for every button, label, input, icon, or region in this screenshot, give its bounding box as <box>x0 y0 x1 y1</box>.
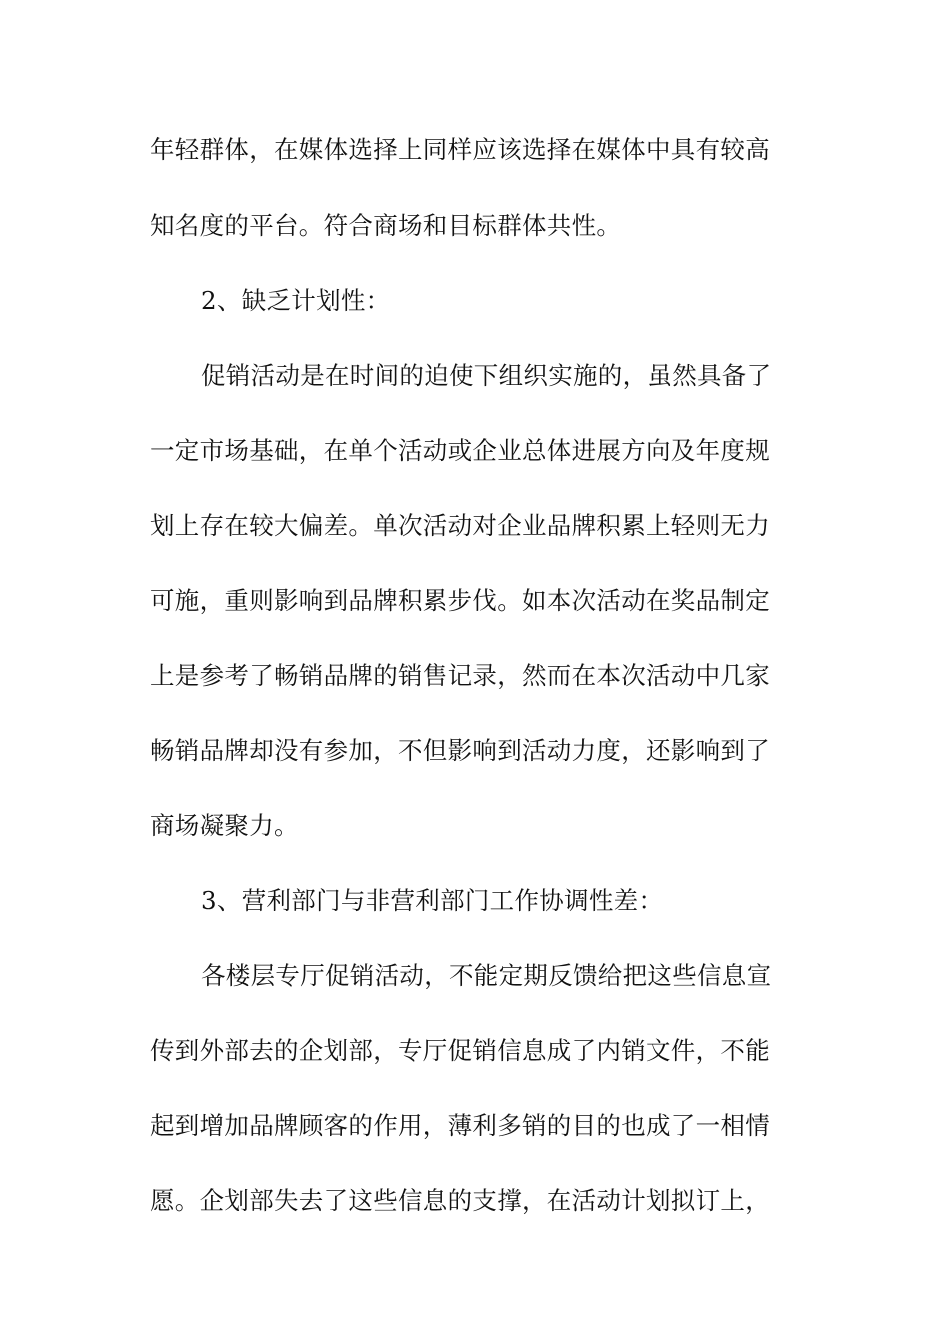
paragraph-line: 愿。企划部失去了这些信息的支撑，在活动计划拟订上， <box>150 1186 770 1215</box>
paragraph-line: 促销活动是在时间的迫使下组织实施的，虽然具备了 <box>201 361 772 390</box>
paragraph-line: 年轻群体，在媒体选择上同样应该选择在媒体中具有较高 <box>150 135 770 164</box>
paragraph-line: 可施，重则影响到品牌积累步伐。如本次活动在奖品制定 <box>150 586 770 615</box>
paragraph-line: 知名度的平台。符合商场和目标群体共性。 <box>150 211 622 240</box>
paragraph-line: 起到增加品牌顾客的作用，薄利多销的目的也成了一相情 <box>150 1111 770 1140</box>
paragraph-line: 各楼层专厅促销活动，不能定期反馈给把这些信息宣 <box>201 961 772 990</box>
paragraph-line: 畅销品牌却没有参加，不但影响到活动力度，还影响到了 <box>150 736 770 765</box>
paragraph-line: 商场凝聚力。 <box>150 811 299 840</box>
section-heading: 2、缺乏计划性： <box>201 286 391 315</box>
paragraph-line: 一定市场基础，在单个活动或企业总体进展方向及年度规 <box>150 436 770 465</box>
paragraph-line: 上是参考了畅销品牌的销售记录，然而在本次活动中几家 <box>150 661 770 690</box>
section-heading: 3、营利部门与非营利部门工作协调性差： <box>201 886 664 915</box>
paragraph-line: 划上存在较大偏差。单次活动对企业品牌积累上轻则无力 <box>150 511 770 540</box>
paragraph-line: 传到外部去的企划部，专厅促销信息成了内销文件，不能 <box>150 1036 770 1065</box>
